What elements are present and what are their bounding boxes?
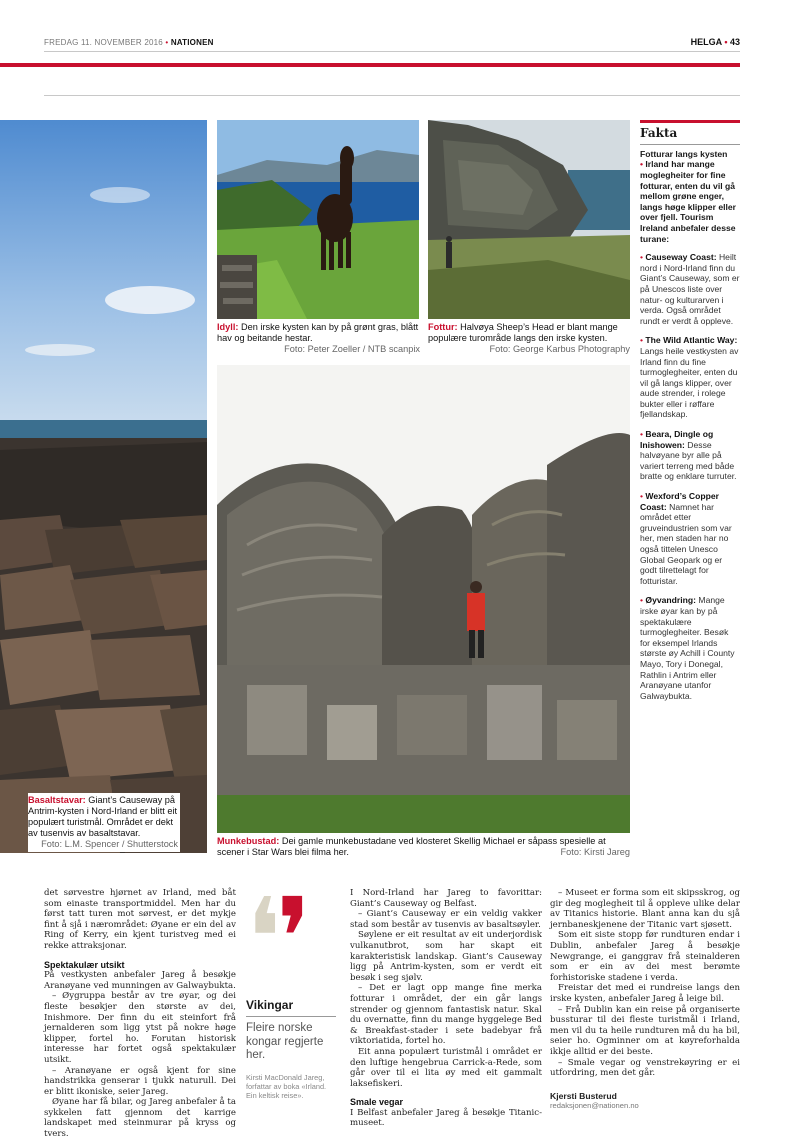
pull-quote bbox=[246, 874, 336, 1100]
caption-label: Basaltstavar: bbox=[28, 795, 86, 805]
author-byline: Kjersti Busterud bbox=[550, 1090, 617, 1101]
issue-date: FREDAG 11. NOVEMBER 2016 bbox=[44, 38, 163, 47]
pull-quote-title: Vikingar bbox=[246, 998, 336, 1017]
fakta-item-name: The Wild Atlantic Way: bbox=[645, 335, 738, 346]
fakta-item-name: Wexford’s Copper Coast: bbox=[640, 491, 719, 512]
fakta-item-text: Mange irske øyar kan by på spektakulære turmoglegheiter. Besøk for eksempel Irlands største øy Achill i County Mayo, Tory i Donegal, Rathlin i Antrim eller Aranøyane utanfor Galwaybukta. bbox=[640, 595, 735, 701]
fakta-item-name: Øyvandring: bbox=[645, 595, 697, 606]
caption-text: Dei gamle munkebustadane ved klosteret Skellig Michael er såpass spesielle at scener i Star Wars blei filma her. bbox=[217, 836, 606, 857]
page-header-section: HELGA • 43 bbox=[690, 37, 740, 47]
photo-credit: Foto: Kirsti Jareg bbox=[560, 847, 630, 857]
fakta-item: • The Wild Atlantic Way: Langs heile vestkysten av Irland finn du fine turmoglegheiter, enten du vil gå langs klipper, over aude strender, i rolege bukter eller i røffare fjellandskap. bbox=[640, 335, 739, 420]
monastery-caption bbox=[217, 836, 630, 858]
fakta-box bbox=[640, 120, 740, 710]
fakta-item: • Beara, Dingle og Inishowen: Desse halvøyane byr alle på variert terreng med både bratte og enklare turruter. bbox=[640, 429, 737, 482]
basalt-caption bbox=[28, 793, 180, 852]
paragraph: Eit anna populært turistmål i området er den luftige hengebrua Carrick-a-Rede, som går over til ei lita øy med eit gammalt laksefiskeri. bbox=[350, 1046, 542, 1089]
caption-label: Idyll: bbox=[217, 322, 239, 332]
caption-label: Fottur: bbox=[428, 322, 458, 332]
article-column-3 bbox=[550, 888, 740, 1112]
paragraph: – Øygruppa består av tre øyar, og dei fleste besøkjer den største av dei, Inishmore. Der finn du eit steinfort frå jernalderen som ligg ytst på nokre høge klipper, fortel ho. Forutan historisk interesse har fortet også spektakulær utsikt. bbox=[44, 991, 236, 1065]
fakta-item-name: Causeway Coast: bbox=[645, 252, 717, 263]
basalt-photo bbox=[0, 120, 207, 853]
quote-mark-icon: ❛ ❜ bbox=[246, 874, 312, 1002]
caption-text: Halvøya Sheep’s Head er blant mange populære turområde langs den irske kysten. bbox=[428, 322, 618, 343]
paragraph: – Aranøyane er også kjent for sine handstrikka genserar i tjukk naturull. Dei er blitt ikoniske, seier Jareg. bbox=[44, 1065, 236, 1097]
divider-rule bbox=[44, 95, 740, 96]
subheading: Spektakulær utsikt bbox=[44, 959, 125, 970]
fakta-item: • Øyvandring: Mange irske øyar kan by på spektakulære turmoglegheiter. Besøk for eksempel Irlands største øy Achill i County Mayo, Tory i Donegal, Rathlin i Antrim eller Aranøyane utanfor Galwaybukta. bbox=[640, 595, 735, 701]
paragraph: – Frå Dublin kan ein reise på organiserte bussturar til dei fleste turistmål i Irland, men vil du ta heile rundturen må du ha bil, seier ho. Ogminner om at køyreforhalda ikkje alltid er dei beste. bbox=[550, 1004, 740, 1057]
caption-label: Munkebustad: bbox=[217, 836, 280, 846]
cliff-caption bbox=[428, 322, 630, 355]
paragraph: Freistar det med ei rundreise langs den irske kysten, anbefaler Jareg å leige bil. bbox=[550, 983, 740, 1004]
caption-text: Den irske kysten kan by på grønt gras, blått hav og beitande hestar. bbox=[217, 322, 419, 343]
fakta-item: • Wexford’s Copper Coast: Namnet har området etter gruveindustrien som var her, men staden har no også tittelen Unesco Global Geopark og er godt tilrettelagt for fotturistar. bbox=[640, 491, 732, 586]
fakta-subtitle: Fotturar langs kysten bbox=[640, 149, 728, 159]
caption-text: Giant’s Causeway på Antrim-kysten i Nord-Irland er blitt eit populært turistmål. Området er dekt av tusenvis av basaltstavar. bbox=[28, 795, 178, 838]
paragraph: I Nord-Irland har Jareg to favorittar: Giant’s Causeway og Belfast. bbox=[350, 888, 542, 909]
page-header-dateline: FREDAG 11. NOVEMBER 2016 • NATIONEN bbox=[44, 38, 214, 47]
paragraph: – Giant’s Causeway er ein veldig vakker stad som består av tusenvis av basaltsøyler. bbox=[350, 909, 542, 930]
paragraph: – Det er lagt opp mange fine merka fotturar i området, der ein går langs strender og gjennom fantastisk natur. Skal du overnatte, finn du mange hyggelege Bed & Breakfast-stader i sete badebyar frå viktoriatida, fortel ho. bbox=[350, 983, 542, 1047]
fakta-item-name: Beara, Dingle og Inishowen: bbox=[640, 429, 714, 450]
section-red-rule bbox=[0, 63, 740, 67]
article-column-1 bbox=[44, 888, 236, 1140]
paragraph: – Museet er forma som eit skipsskrog, og gir deg moglegheit til å oppleve ulike delar av Titanics historie. Blant anna kan du sjå jernbaneskjenene der Titanic vart sjøsett. bbox=[550, 888, 740, 930]
paragraph: det sørvestre hjørnet av Irland, med båt som einaste transportmiddel. Men har du først tatt turen mot sørvest, er det mykje fint å sjå i nærområdet: Øyane er ein del av Ring of Kerry, ein kjent turistveg med ei rekke attraksjonar. bbox=[44, 888, 236, 951]
horse-photo bbox=[217, 120, 419, 319]
pull-quote-source: Kirsti MacDonald Jareg, forfattar av boka «Irland. Ein keltisk reise». bbox=[246, 1072, 327, 1100]
paragraph: I Belfast anbefaler Jareg å besøkje Titanic-museet. bbox=[350, 1107, 542, 1129]
photo-credit: Foto: L.M. Spencer / Shutterstock bbox=[41, 839, 178, 849]
photo-credit: Foto: George Karbus Photography bbox=[489, 344, 630, 354]
paragraph: Som eit siste stopp før rundturen endar i Dublin, anbefaler Jareg å besøkje Newgrange, ei ganggrav frå steinalderen som er ein av dei mest berømte forhistoriske stadene i verda. bbox=[550, 930, 740, 983]
photo-credit: Foto: Peter Zoeller / NTB scanpix bbox=[284, 344, 420, 354]
paragraph: På vestkysten anbefaler Jareg å besøkje Aranøyane ved munningen av Galwaybukta. bbox=[44, 970, 236, 991]
fakta-item-text: Heilt nord i Nord-Irland finn du Giant’s Causeway, som er på Unescos liste over natur- og kulturarven i verda. Også området rundt er verdt å oppleve. bbox=[640, 252, 740, 326]
newspaper-name: NATIONEN bbox=[170, 38, 214, 47]
header-rule bbox=[44, 51, 740, 52]
fakta-item: • Causeway Coast: Heilt nord i Nord-Irland finn du Giant’s Causeway, som er på Unescos liste over natur- og kulturarven i verda. Også området rundt er verdt å oppleve. bbox=[640, 252, 740, 326]
fakta-item-text: Namnet har området etter gruveindustrien som var her, men staden har no også tittelen Unesco Global Geopark og er godt tilrettelagt for fotturistar. bbox=[640, 501, 732, 586]
subheading: Smale vegar bbox=[350, 1097, 404, 1108]
paragraph: Øyane har få bilar, og Jareg anbefaler å ta sykkelen fatt gjennom det karrige landskapet med steinmurar på kryss og tvers. bbox=[44, 1097, 236, 1140]
fakta-item-text: Langs heile vestkysten av Irland finn du fine turmoglegheiter, enten du vil gå langs klipper, over aude strender, i rolege bukter eller i røffare fjellandskap. bbox=[640, 345, 739, 420]
paragraph: Søylene er eit resultat av eit underjordisk vulkanutbrot, som har skapt eit karakteristisk landskap. Giant’s Causeway ligg på Antrim-kysten, som er verdt eit besøk i seg sjølv. bbox=[350, 930, 542, 983]
horse-caption bbox=[217, 322, 420, 355]
fakta-intro: • Irland har mange moglegheiter for fine fotturar, enten du vil gå mellom grøne enger, langs høge klipper eller over fjell. Tourism Ireland anbefaler desse turane: bbox=[640, 159, 736, 244]
section-name: HELGA bbox=[690, 37, 722, 47]
author-email: redaksjonen@nationen.no bbox=[550, 1101, 639, 1111]
fakta-intro-text: Irland har mange moglegheiter for fine fotturar, enten du vil gå mellom grøne enger, langs høge klipper eller over fjell. Tourism Ireland anbefaler desse turane: bbox=[640, 159, 736, 244]
paragraph: – Smale vegar og venstrekøyring er ei utfordring, men det går. bbox=[550, 1057, 740, 1079]
cliff-photo bbox=[428, 120, 630, 319]
article-column-2 bbox=[350, 888, 542, 1129]
pull-quote-text: Fleire norske kongar regjerte her. bbox=[246, 1022, 324, 1061]
page-number: 43 bbox=[729, 37, 740, 47]
fakta-item-text: Desse halvøyane byr alle på variert terreng med både bratte og enklare turruter. bbox=[640, 439, 737, 482]
monastery-photo bbox=[217, 365, 630, 833]
fakta-title: Fakta bbox=[640, 123, 740, 145]
